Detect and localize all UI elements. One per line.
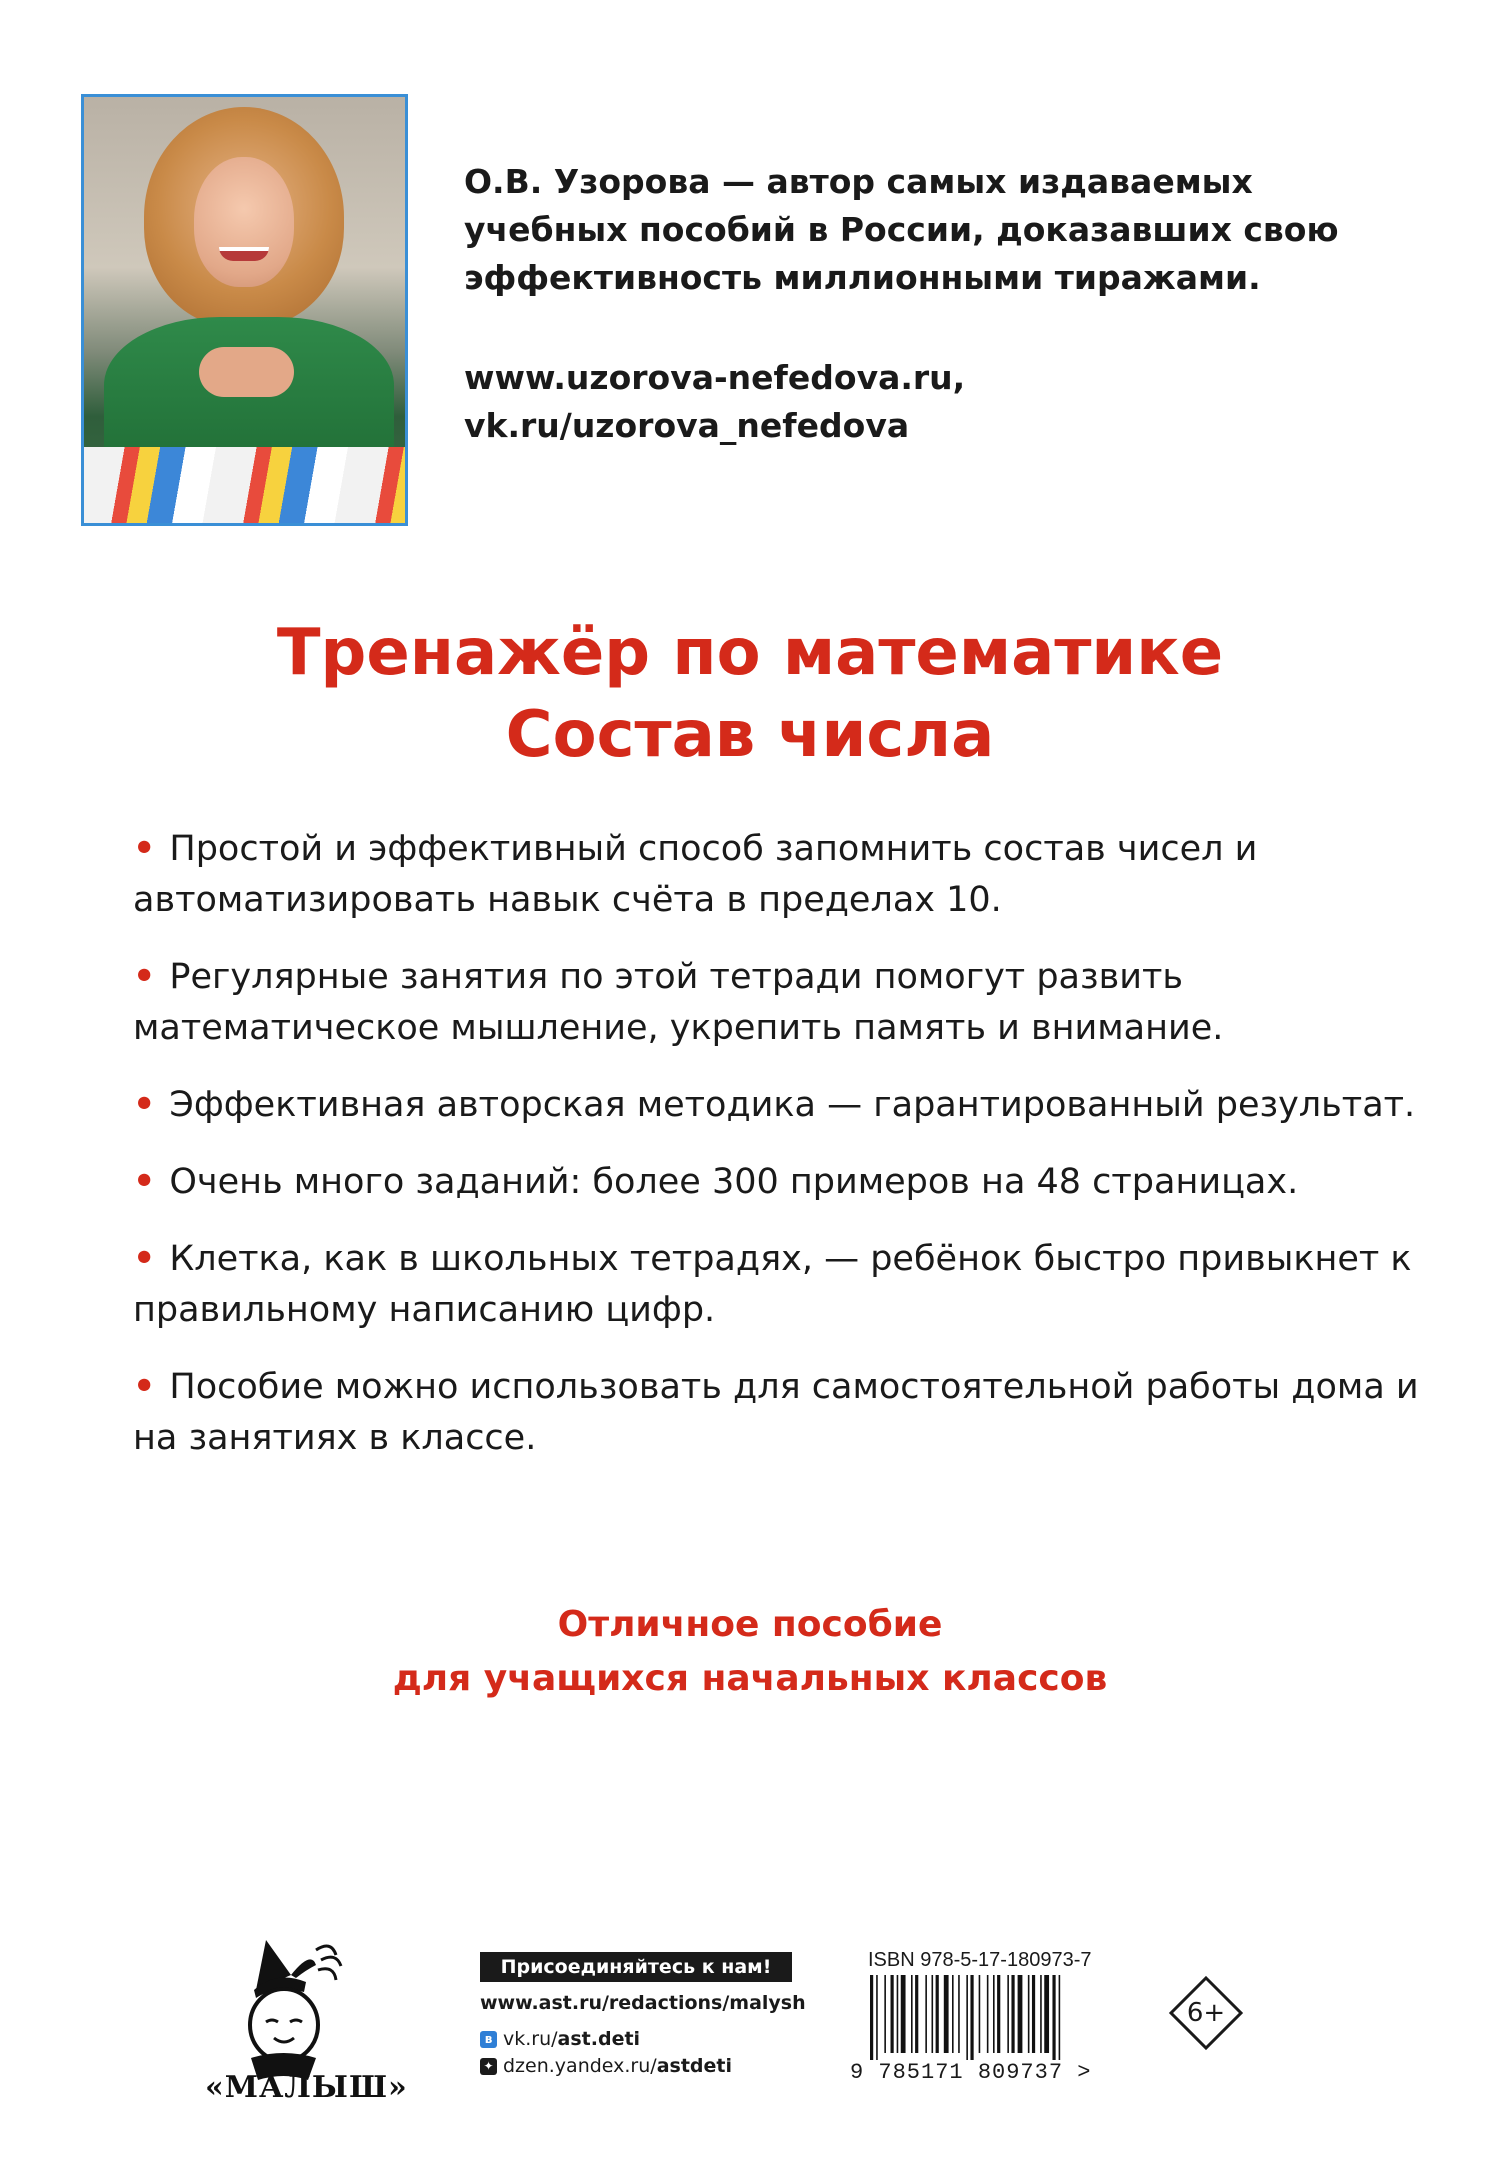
feature-list (133, 824, 1433, 1490)
feature-text: Регулярные занятия по этой тетради помогут развить математическое мышление, укрепить память и внимание. (133, 957, 1224, 1048)
barcode-bar (1044, 1975, 1049, 2053)
tagline-line-1: Отличное пособие (557, 1604, 943, 1645)
bullet-icon: • (133, 1085, 156, 1125)
feature-item (133, 1080, 1433, 1131)
barcode-bar (901, 1975, 906, 2053)
feature-text: Эффективная авторская методика — гарантированный результат. (169, 1085, 1416, 1125)
barcode-bar (987, 1975, 989, 2053)
photo-hands (199, 347, 294, 397)
vk-icon: в (480, 2031, 497, 2048)
feature-item (133, 1234, 1433, 1336)
bullet-icon: • (133, 1367, 156, 1407)
photo-smile (219, 247, 269, 261)
dzen-icon: ✦ (480, 2058, 497, 2075)
publisher-site-link[interactable]: www.ast.ru/redactions/malysh (480, 1992, 806, 2014)
barcode-bar (870, 1975, 873, 2060)
barcode-bar (1018, 1975, 1023, 2053)
barcode-bar (1007, 1975, 1009, 2053)
dzen-link-handle: astdeti (656, 2055, 732, 2077)
age-rating-label: 6+ (1186, 1998, 1226, 2028)
malysh-logo-label: «МАЛЫШ» (205, 2070, 408, 2105)
bullet-icon: • (133, 957, 156, 997)
barcode-bar (925, 1975, 927, 2053)
barcode-digits: 9 785171 809737 > (850, 2060, 1092, 2085)
feature-text: Простой и эффективный способ запомнить состав чисел и автоматизировать навык счёта в пределах 10. (133, 829, 1258, 920)
barcode-bar (944, 1975, 949, 2053)
barcode-bar (993, 1975, 995, 2053)
barcode-bar (915, 1975, 918, 2053)
barcode-bar (1052, 1975, 1055, 2060)
barcode-bar (979, 1975, 981, 2053)
tagline-line-2: для учащихся начальных классов (392, 1658, 1108, 1699)
bullet-icon: • (133, 829, 156, 869)
author-links (464, 354, 1424, 450)
dzen-link-prefix: dzen.yandex.ru/ (503, 2055, 657, 2077)
bullet-icon: • (133, 1162, 156, 1202)
feature-item (133, 952, 1433, 1054)
barcode-bar (936, 1975, 939, 2053)
barcode-bar (911, 1975, 913, 2053)
photo-face (194, 157, 294, 287)
barcode-bar (1040, 1975, 1042, 2053)
barcode-bar (1011, 1975, 1014, 2053)
vk-link[interactable] (480, 2026, 810, 2053)
barcode-bar (884, 1975, 886, 2053)
feature-item (133, 1362, 1433, 1464)
barcode-bar (997, 1975, 1000, 2053)
feature-item (133, 1157, 1433, 1208)
vk-link-prefix: vk.ru/ (503, 2028, 558, 2050)
dzen-link[interactable] (480, 2053, 810, 2080)
barcode-bar (966, 1975, 968, 2060)
book-title (0, 612, 1500, 776)
barcode-bar (876, 1975, 878, 2060)
barcode-bar (1028, 1975, 1030, 2053)
barcode-bar (932, 1975, 934, 2053)
book-title-line-2: Состав числа (505, 698, 995, 772)
feature-text: Клетка, как в школьных тетрадях, — ребёнок быстро привыкнет к правильному написанию цифр. (133, 1239, 1412, 1330)
author-vk-link[interactable]: vk.ru/uzorova_nefedova (464, 406, 910, 445)
barcode-bar (891, 1975, 894, 2053)
barcode-bar (1032, 1975, 1035, 2053)
tagline (0, 1598, 1500, 1706)
vk-link-handle: ast.deti (557, 2028, 641, 2050)
author-website-link[interactable]: www.uzorova-nefedova.ru, (464, 358, 966, 397)
feature-item (133, 824, 1433, 926)
social-links (480, 2026, 810, 2080)
book-title-line-1: Тренажёр по математике (276, 616, 1224, 690)
join-us-banner: Присоединяйтесь к нам! (480, 1952, 792, 1982)
photo-books (84, 447, 405, 526)
feature-text: Пособие можно использовать для самостоятельной работы дома и на занятиях в классе. (133, 1367, 1419, 1458)
isbn-label: ISBN 978-5-17-180973-7 (868, 1949, 1092, 1971)
barcode-bar (970, 1975, 973, 2060)
barcode-bar (1059, 1975, 1061, 2060)
barcode-icon (868, 1975, 1118, 2060)
barcode-bar (958, 1975, 960, 2053)
barcode-bar (952, 1975, 954, 2053)
author-photo (81, 94, 408, 526)
author-description: О.В. Узорова — автор самых издаваемых учебных пособий в России, доказавших свою эффективность миллионными тиражами. (464, 162, 1339, 297)
barcode-bar (897, 1975, 899, 2053)
feature-text: Очень много заданий: более 300 примеров на 48 страницах. (169, 1162, 1299, 1202)
bullet-icon: • (133, 1239, 156, 1279)
